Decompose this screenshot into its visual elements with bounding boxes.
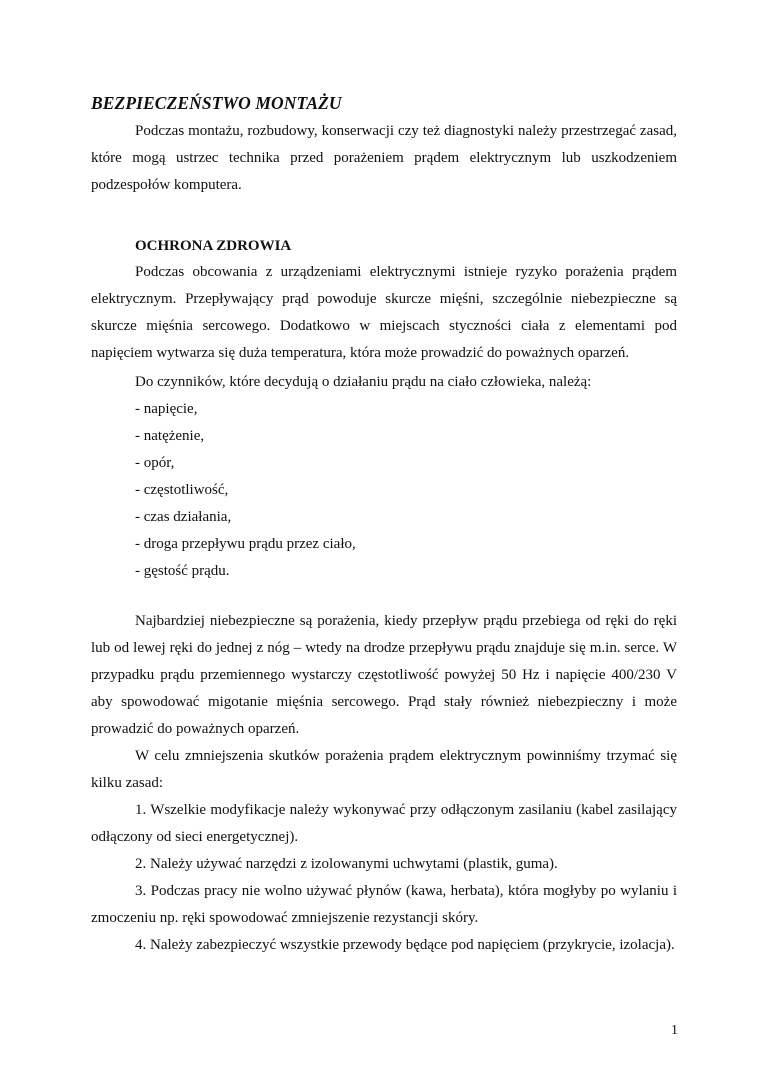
rule-item: 2. Należy używać narzędzi z izolowanymi uchwytami (plastik, guma). xyxy=(135,856,558,872)
rules-intro-paragraph: W celu zmniejszenia skutków porażenia prądem elektrycznym powinniśmy trzymać się kilku zasad: xyxy=(91,748,677,791)
factor-item: - napięcie, xyxy=(135,401,198,417)
factor-item: - gęstość prądu. xyxy=(135,563,230,579)
rule-item: 3. Podczas pracy nie wolno używać płynów (kawa, herbata), która mogłyby po wylaniu i zmoczeniu np. ręki spowodować zmniejszenie rezystancji skóry. xyxy=(91,883,677,926)
rule-item: 1. Wszelkie modyfikacje należy wykonywać przy odłączonym zasilaniu (kabel zasilający odłączony od sieci energetycznej). xyxy=(91,802,677,845)
factors-intro: Do czynników, które decydują o działaniu prądu na ciało człowieka, należą: xyxy=(135,374,592,390)
intro-paragraph: Podczas montażu, rozbudowy, konserwacji czy też diagnostyki należy przestrzegać zasad, które mogą ustrzec technika przed porażeniem prądem elektrycznym lub uszkodzeniem podzespołów komputera. xyxy=(91,123,677,193)
factor-item: - częstotliwość, xyxy=(135,482,229,498)
page-number: 1 xyxy=(671,1023,678,1038)
factor-item: - droga przepływu prądu przez ciało, xyxy=(135,536,356,552)
factor-item: - opór, xyxy=(135,455,175,471)
factor-item: - natężenie, xyxy=(135,428,205,444)
health-paragraph: Podczas obcowania z urządzeniami elektrycznymi istnieje ryzyko porażenia prądem elektrycznym. Przepływający prąd powoduje skurcze mięśni, szczególnie niebezpieczne są skurcze mięśnia sercowego. Dodatkowo w miejscach styczności ciała z elementami pod napięciem wytwarza się duża temperatura, która może prowadzić do poważnych oparzeń. xyxy=(91,264,677,361)
document-title: BEZPIECZEŃSTWO MONTAŻU xyxy=(91,93,342,113)
section-heading: OCHRONA ZDROWIA xyxy=(135,238,292,254)
rule-item: 4. Należy zabezpieczyć wszystkie przewody będące pod napięciem (przykrycie, izolacja). xyxy=(135,937,675,953)
danger-paragraph: Najbardziej niebezpieczne są porażenia, kiedy przepływ prądu przebiega od ręki do ręki lub od lewej ręki do jednej z nóg – wtedy na drodze przepływu prądu znajduje się m.in. serce. W przypadku prądu przemiennego wystarczy częstotliwość powyżej 50 Hz i napięcie 400/230 V aby spowodować migotanie mięśnia sercowego. Prąd stały również niebezpieczny i może prowadzić do poważnych oparzeń. xyxy=(91,613,677,737)
factor-item: - czas działania, xyxy=(135,509,232,525)
